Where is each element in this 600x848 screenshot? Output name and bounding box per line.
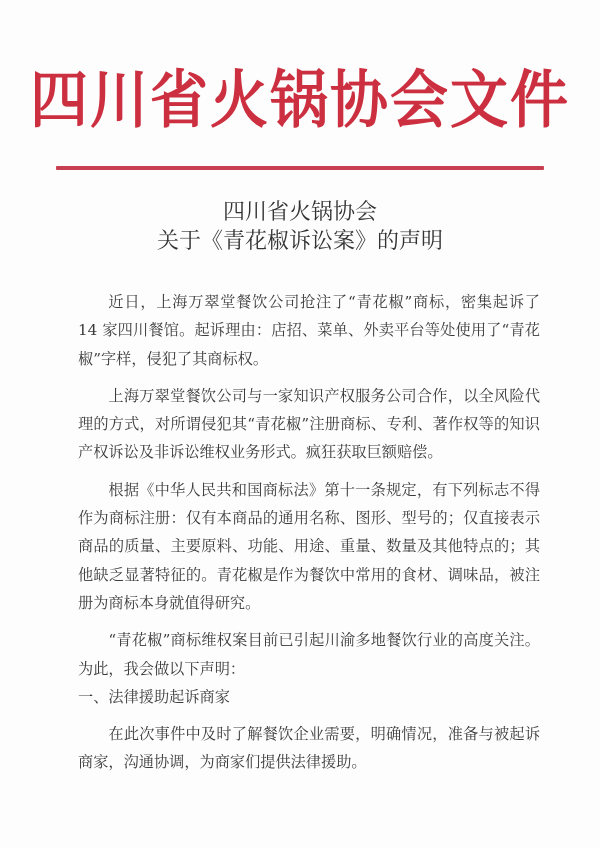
paragraph-2: 上海万翠堂餐饮公司与一家知识产权服务公司合作，以全风险代理的方式，对所谓侵犯其“青花椒”注册商标、专利、著作权等的知识产权诉讼及非诉讼维权业务形式。疯狂获取巨额赔偿。	[78, 386, 540, 462]
paragraph-4: “青花椒”商标维权案目前已引起川渝多地餐饮行业的高度关注。为此，我会做以下声明：	[78, 631, 540, 678]
paragraph-1: 近日，上海万翠堂餐饮公司抢注了“青花椒”商标，密集起诉了 14 家四川餐馆。起诉理由：店招、菜单、外卖平台等处使用了“青花椒”字样，侵犯了其商标权。	[78, 293, 540, 368]
title-subject: 关于《青花椒诉讼案》的声明	[156, 229, 443, 254]
masthead-divider	[56, 166, 544, 170]
section-heading: 一、法律援助起诉商家	[78, 687, 230, 706]
title-issuer: 四川省火锅协会	[222, 200, 377, 225]
statement-body	[78, 288, 540, 777]
section-paragraph: 在此次事件中及时了解餐饮企业需要，明确情况，准备与被起诉商家，沟通协调，为商家们提供法律援助。	[78, 725, 540, 772]
statement-title	[0, 198, 600, 256]
paragraph-3: 根据《中华人民共和国商标法》第十一条规定，有下列标志不得作为商标注册：仅有本商品的通用名称、图形、型号的；仅直接表示商品的质量、主要原料、功能、用途、重量、数量及其他特点的；其他缺乏显著特征的。青花椒是作为餐饮中常用的食材、调味品，被注册为商标本身就值得研究。	[78, 480, 540, 612]
masthead-title: 四川省火锅协会文件	[29, 63, 570, 137]
